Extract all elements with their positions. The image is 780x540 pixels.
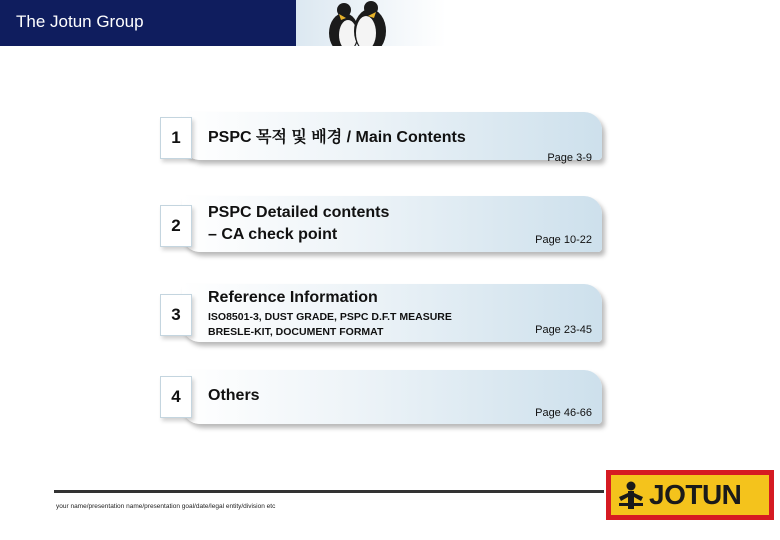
item-title: Reference Information bbox=[208, 289, 378, 306]
contents-item-4[interactable] bbox=[160, 370, 606, 428]
item-page: Page 3-9 bbox=[547, 152, 592, 164]
item-number: 3 bbox=[160, 294, 192, 336]
contents-item-3[interactable] bbox=[160, 284, 606, 346]
jotun-emblem-icon bbox=[617, 479, 645, 511]
footer-text: your name/presentation name/presentation goal/date/legal entity/division etc bbox=[56, 503, 276, 510]
item-page: Page 46-66 bbox=[535, 407, 592, 419]
item-subtitle-line-1: ISO8501-3, DUST GRADE, PSPC D.F.T MEASURE bbox=[208, 311, 452, 323]
item-subtitle-line-2: BRESLE-KIT, DOCUMENT FORMAT bbox=[208, 326, 384, 338]
contents-item-2[interactable] bbox=[160, 196, 606, 258]
item-page: Page 23-45 bbox=[535, 324, 592, 336]
item-number: 2 bbox=[160, 205, 192, 247]
penguin-image bbox=[296, 0, 446, 46]
header-bar bbox=[0, 0, 296, 46]
item-title: PSPC 목적 및 배경 / Main Contents bbox=[208, 129, 466, 146]
logo-text: JOTUN bbox=[649, 479, 742, 510]
footer-divider bbox=[54, 490, 604, 493]
contents-item-1[interactable] bbox=[160, 112, 606, 164]
jotun-logo bbox=[606, 470, 774, 520]
header-title: The Jotun Group bbox=[16, 12, 144, 31]
item-number: 1 bbox=[160, 117, 192, 159]
item-number: 4 bbox=[160, 376, 192, 418]
item-title-line-1: PSPC Detailed contents bbox=[208, 204, 390, 221]
jotun-logo-inner bbox=[611, 475, 769, 515]
item-title: Others bbox=[208, 387, 260, 404]
item-title-line-2: – CA check point bbox=[208, 226, 338, 243]
item-page: Page 10-22 bbox=[535, 234, 592, 246]
penguin-banner bbox=[296, 0, 446, 46]
